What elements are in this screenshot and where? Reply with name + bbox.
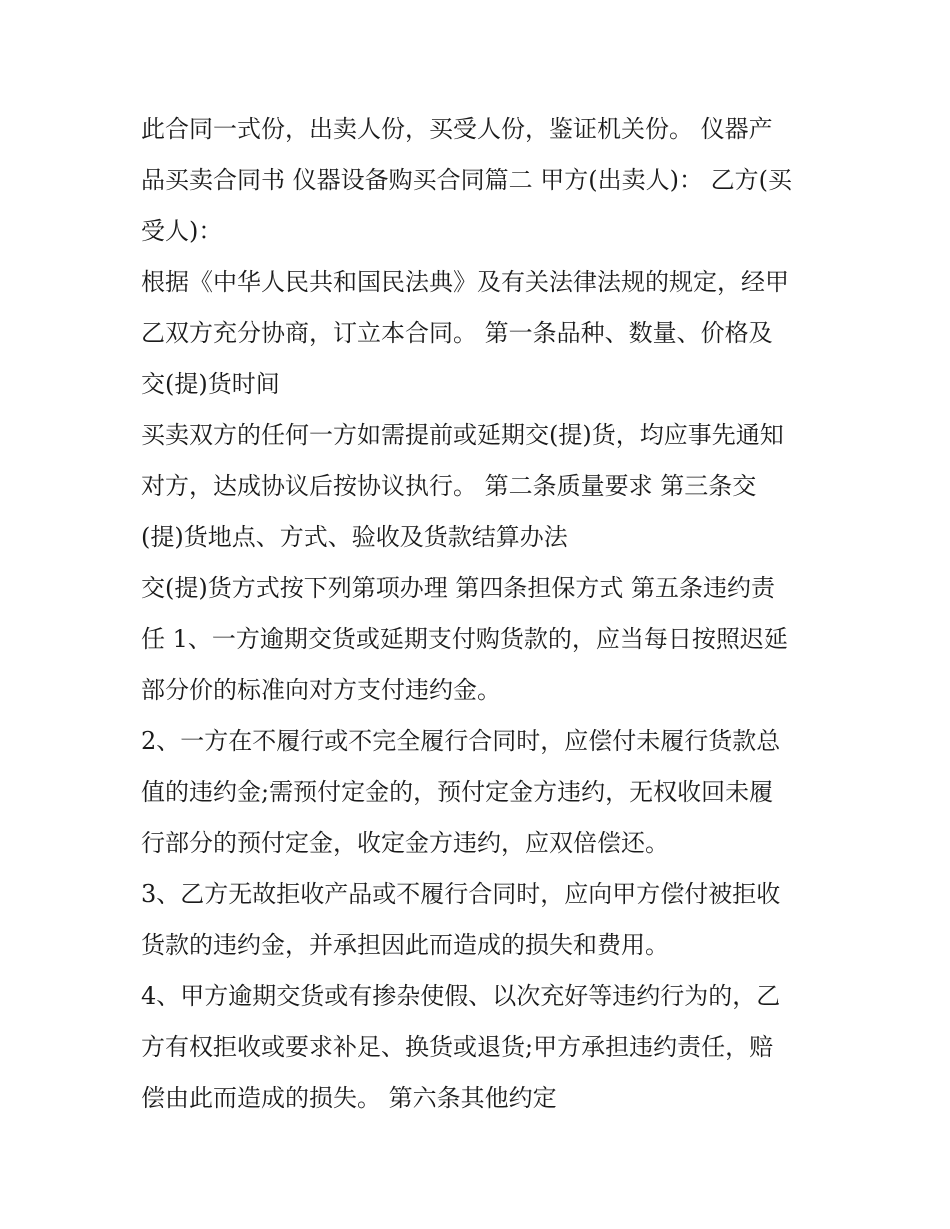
text-line: 买卖双方的任何一方如需提前或延期交(提)货，均应事先通知 — [141, 421, 784, 449]
text-line: 值的违约金;需预付定金的，预付定金方违约，无权收回未履 — [141, 778, 774, 806]
text-line: 乙双方充分协商，订立本合同。 第一条品种、数量、价格及 — [141, 319, 773, 347]
text-line: 此合同一式份，出卖人份，买受人份，鉴证机关份。 仪器产 — [141, 115, 773, 143]
text-line: 品买卖合同书 仪器设备购买合同篇二 甲方(出卖人)： 乙方(买 — [141, 166, 792, 194]
text-line: 部分价的标准向对方支付违约金。 — [141, 676, 501, 704]
document-body — [141, 104, 821, 1124]
text-line: 4、甲方逾期交货或有掺杂使假、以次充好等违约行为的，乙 — [141, 982, 781, 1010]
text-line: 货款的违约金，并承担因此而造成的损失和费用。 — [141, 931, 669, 959]
text-line: 任 1、一方逾期交货或延期支付购货款的，应当每日按照迟延 — [141, 625, 788, 653]
text-line: 方有权拒收或要求补足、换货或退货;甲方承担违约责任，赔 — [141, 1033, 774, 1061]
text-line: 交(提)货方式按下列第项办理 第四条担保方式 第五条违约责 — [141, 574, 775, 602]
text-line: 3、乙方无故拒收产品或不履行合同时，应向甲方偿付被拒收 — [141, 880, 781, 908]
text-line: 行部分的预付定金，收定金方违约，应双倍偿还。 — [141, 829, 669, 857]
text-line: 2、一方在不履行或不完全履行合同时，应偿付未履行货款总 — [141, 727, 781, 755]
text-line: 受人)： — [141, 217, 223, 245]
text-line: 对方，达成协议后按协议执行。 第二条质量要求 第三条交 — [141, 472, 757, 500]
text-line: 交(提)货时间 — [141, 370, 280, 398]
text-line: (提)货地点、方式、验收及货款结算办法 — [141, 523, 568, 551]
text-line: 偿由此而造成的损失。 第六条其他约定 — [141, 1084, 557, 1112]
text-line: 根据《中华人民共和国民法典》及有关法律法规的规定，经甲 — [141, 268, 789, 296]
